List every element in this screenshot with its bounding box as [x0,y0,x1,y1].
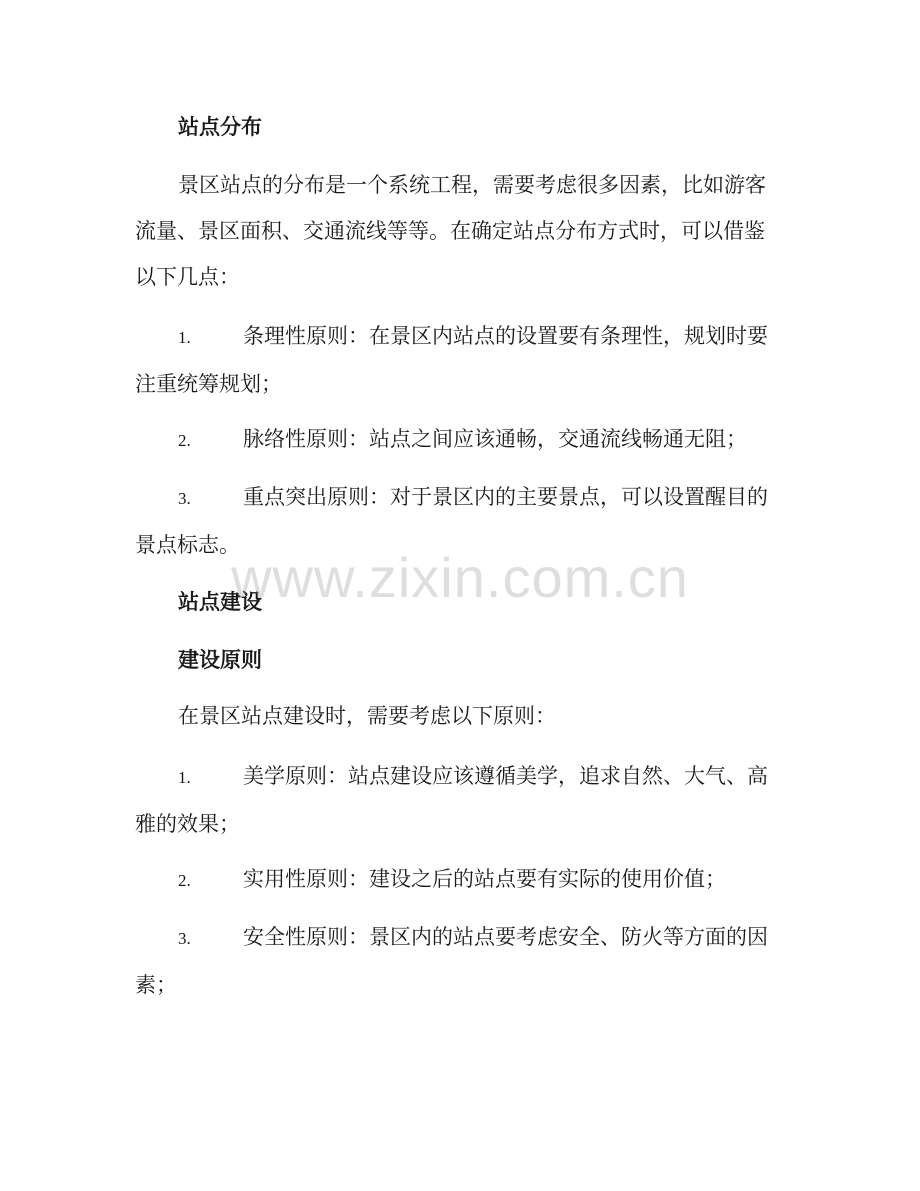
list-number: 3. [178,489,191,508]
construction-list-item [135,753,775,847]
section-heading-construction: 站点建设 [178,589,262,614]
distribution-list-item [135,416,775,464]
distribution-list-item [135,313,775,407]
list-number: 3. [178,929,191,948]
construction-list-item [135,856,775,904]
list-number: 2. [178,431,191,450]
list-number: 2. [178,871,191,890]
list-number: 1. [178,768,191,787]
list-item-text: 实用性原则：建设之后的站点要有实际的使用价值； [243,867,726,891]
list-item-text: 条理性原则：在景区内站点的设置要有条理性，规划时要注重统筹规划； [135,324,768,396]
list-item-text: 安全性原则：景区内的站点要考虑安全、防火等方面的因素； [135,925,768,997]
list-number: 1. [178,328,191,347]
section-heading-distribution: 站点分布 [178,114,262,139]
list-item-text: 脉络性原则：站点之间应该通畅，交通流线畅通无阻； [243,427,747,451]
subheading-construction-principles: 建设原则 [178,647,262,672]
construction-intro-paragraph: 在景区站点建设时，需要考虑以下原则： [178,704,556,728]
construction-list-item [135,914,775,1008]
list-item-text: 美学原则：站点建设应该遵循美学，追求自然、大气、高雅的效果； [135,764,768,836]
watermark: www.zixin.com.cn [231,546,689,609]
distribution-intro-paragraph: 景区站点的分布是一个系统工程，需要考虑很多因素，比如游客流量、景区面积、交通流线等等。在确定站点分布方式时，可以借鉴以下几点： [135,173,766,289]
list-item-text: 重点突出原则：对于景区内的主要景点，可以设置醒目的景点标志。 [135,485,768,557]
